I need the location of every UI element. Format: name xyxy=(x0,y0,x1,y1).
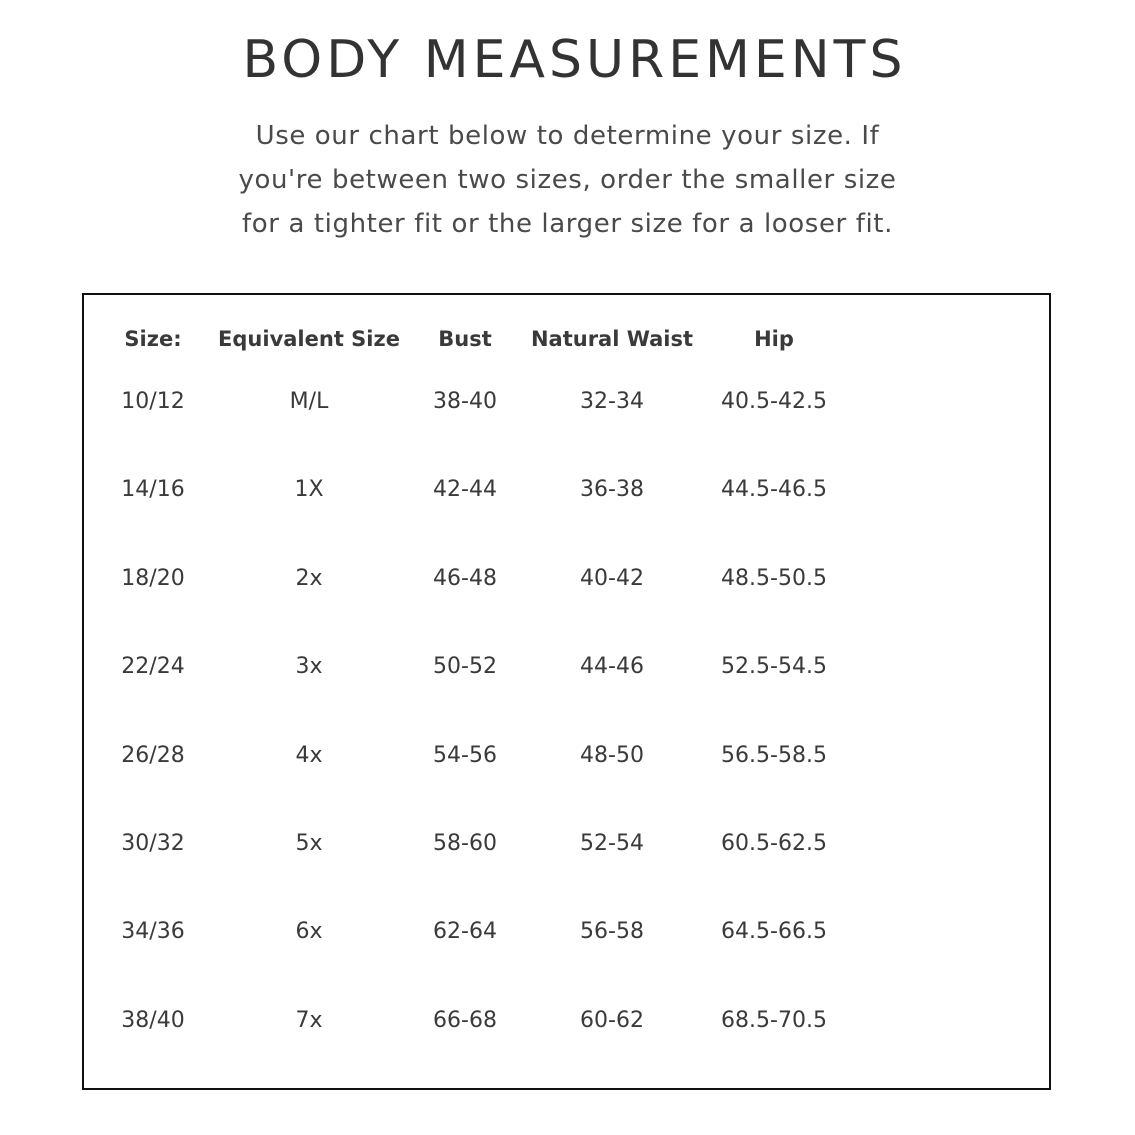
header-size: Size: xyxy=(124,327,182,351)
cell-hip: 60.5-62.5 xyxy=(721,831,827,856)
cell-size: 18/20 xyxy=(121,566,185,591)
cell-equivalent-size: 5x xyxy=(295,831,323,856)
cell-natural-waist: 52-54 xyxy=(580,831,644,856)
cell-hip: 64.5-66.5 xyxy=(721,919,827,944)
cell-bust: 58-60 xyxy=(433,831,497,856)
cell-bust: 42-44 xyxy=(433,477,497,502)
cell-hip: 68.5-70.5 xyxy=(721,1008,827,1033)
cell-equivalent-size: 4x xyxy=(295,743,323,768)
cell-hip: 48.5-50.5 xyxy=(721,566,827,591)
cell-equivalent-size: 2x xyxy=(295,566,323,591)
cell-natural-waist: 56-58 xyxy=(580,919,644,944)
cell-size: 38/40 xyxy=(121,1008,185,1033)
cell-size: 10/12 xyxy=(121,389,185,414)
cell-natural-waist: 36-38 xyxy=(580,477,644,502)
cell-size: 34/36 xyxy=(121,919,185,944)
cell-equivalent-size: 7x xyxy=(295,1008,323,1033)
cell-bust: 38-40 xyxy=(433,389,497,414)
header-bust: Bust xyxy=(438,327,492,351)
cell-hip: 56.5-58.5 xyxy=(721,743,827,768)
size-chart-table xyxy=(82,293,1051,1090)
cell-size: 22/24 xyxy=(121,654,185,679)
cell-equivalent-size: 1X xyxy=(294,477,324,502)
cell-natural-waist: 48-50 xyxy=(580,743,644,768)
cell-natural-waist: 44-46 xyxy=(580,654,644,679)
header-equivalent-size: Equivalent Size xyxy=(218,327,400,351)
page-title: BODY MEASUREMENTS xyxy=(242,30,907,90)
cell-bust: 66-68 xyxy=(433,1008,497,1033)
cell-bust: 62-64 xyxy=(433,919,497,944)
cell-natural-waist: 40-42 xyxy=(580,566,644,591)
cell-hip: 44.5-46.5 xyxy=(721,477,827,502)
cell-bust: 54-56 xyxy=(433,743,497,768)
header-hip: Hip xyxy=(754,327,794,351)
cell-hip: 52.5-54.5 xyxy=(721,654,827,679)
cell-bust: 46-48 xyxy=(433,566,497,591)
intro-text xyxy=(190,114,945,246)
cell-natural-waist: 32-34 xyxy=(580,389,644,414)
cell-size: 30/32 xyxy=(121,831,185,856)
cell-bust: 50-52 xyxy=(433,654,497,679)
cell-size: 14/16 xyxy=(121,477,185,502)
cell-size: 26/28 xyxy=(121,743,185,768)
header-natural-waist: Natural Waist xyxy=(530,327,694,351)
cell-natural-waist: 60-62 xyxy=(580,1008,644,1033)
intro-line: you're between two sizes, order the smaller size xyxy=(238,165,897,195)
cell-equivalent-size: 3x xyxy=(295,654,323,679)
cell-hip: 40.5-42.5 xyxy=(721,389,827,414)
cell-equivalent-size: M/L xyxy=(289,389,329,414)
cell-equivalent-size: 6x xyxy=(295,919,323,944)
intro-line: Use our chart below to determine your size. If xyxy=(255,121,880,151)
intro-line: for a tighter fit or the larger size for a looser fit. xyxy=(242,209,893,239)
